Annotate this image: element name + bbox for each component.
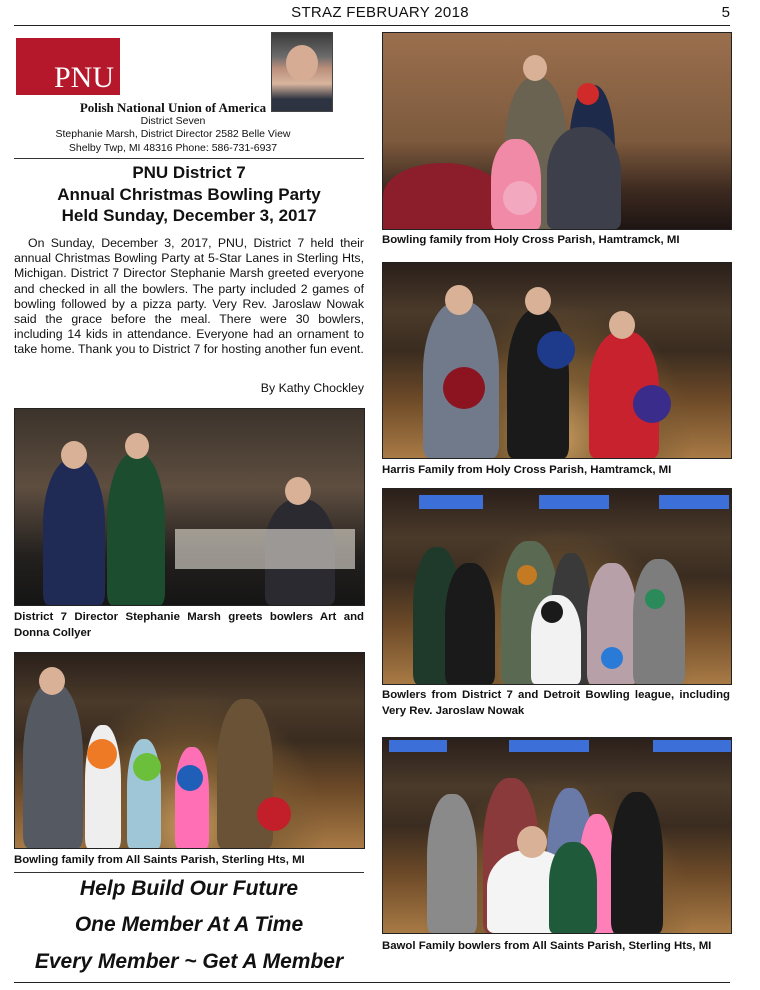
photo-person-head: [609, 311, 635, 339]
bowling-ball: [87, 739, 117, 769]
headline-line-1: PNU District 7: [132, 163, 246, 182]
org-district: District Seven: [140, 114, 206, 127]
photo-all-saints-family: [14, 652, 365, 849]
photo-person: [43, 459, 105, 605]
photo-director-greets: [14, 408, 365, 606]
header-rule: [14, 25, 730, 26]
photo-person-head: [39, 667, 65, 695]
org-address-line: Shelby Twp, MI 48316 Phone: 586-731-6937: [68, 141, 278, 154]
org-director-line: Stephanie Marsh, District Director 2582 Belle View: [55, 128, 291, 140]
photo-person-head: [125, 433, 149, 459]
slogan-line-2: One Member At A Time: [74, 913, 304, 936]
org-name: Polish National Union of America: [79, 100, 267, 115]
caption-harris-family: Harris Family from Holy Cross Parish, Hamtramck, MI: [382, 464, 672, 476]
lane-monitor: [509, 740, 589, 752]
caption-director-greets: District 7 Director Stephanie Marsh greets bowlers Art and Donna Collyer: [14, 611, 364, 639]
headline-line-2: Annual Christmas Bowling Party: [57, 184, 321, 204]
bowling-ball: [577, 83, 599, 105]
headline-line-3: Held Sunday, December 3, 2017: [61, 206, 317, 225]
photo-booth-seat: [383, 163, 503, 229]
lane-monitor: [389, 740, 447, 752]
bowling-ball: [177, 765, 203, 791]
photo-person: [23, 683, 83, 848]
org-info: [14, 101, 332, 155]
article-body: On Sunday, December 3, 2017, PNU, District 7 held their annual Christmas Bowling Party at 5-Star Lanes in Sterling Hts, Michigan. District 7 Director Stephanie Marsh greeted everyone and checked in all the bowlers. The party included 2 games of bowling followed by a pizza party. Very Rev. Jaroslaw Nowak said the grace before the meal. There were 30 bowlers, including 14 kids in attendance. Everyone had an ornament to take home. Thank you to District 7 for hosting another fun event.: [14, 236, 364, 357]
photo-bawol-family: [382, 737, 732, 934]
lane-monitor: [653, 740, 731, 752]
photo-person-head: [445, 285, 473, 315]
footer-rule: [14, 982, 730, 983]
photo-person: [547, 127, 621, 229]
slogan-divider: [14, 872, 364, 873]
photo-person: [175, 747, 209, 848]
photo-person-head: [285, 477, 311, 505]
photo-person: [633, 559, 685, 684]
bowling-ball: [443, 367, 485, 409]
bowling-ball: [133, 753, 161, 781]
lane-monitor: [419, 495, 483, 509]
photo-person-head: [523, 55, 547, 81]
bowling-ball: [645, 589, 665, 609]
slogan-line-1: Help Build Our Future: [79, 877, 299, 900]
caption-all-saints-family: Bowling family from All Saints Parish, Sterling Hts, MI: [14, 854, 305, 866]
pnu-logo: [16, 38, 120, 95]
logo-text: PNU: [53, 61, 114, 94]
photo-person-head: [61, 441, 87, 469]
bowling-ball: [537, 331, 575, 369]
publication-header: STRAZ FEBRUARY 2018: [291, 4, 469, 21]
photo-holy-cross-family: [382, 32, 732, 230]
caption-bawol-family: Bawol Family bowlers from All Saints Parish, Sterling Hts, MI: [382, 940, 712, 952]
photo-person: [427, 794, 477, 933]
photo-table: [175, 529, 355, 569]
bowling-ball: [517, 565, 537, 585]
photo-harris-family: [382, 262, 732, 459]
lane-monitor: [659, 495, 729, 509]
bowling-ball: [503, 181, 537, 215]
director-portrait-photo: [271, 32, 333, 112]
slogan-line-3: Every Member ~ Get A Member: [34, 950, 344, 973]
photo-person-head: [525, 287, 551, 315]
caption-holy-cross-family: Bowling family from Holy Cross Parish, Hamtramck, MI: [382, 234, 680, 246]
page-number: 5: [721, 4, 730, 21]
bowling-ball: [257, 797, 291, 831]
photo-person-head: [517, 826, 547, 858]
photo-person: [107, 453, 165, 605]
portrait-face: [286, 45, 318, 81]
photo-person: [549, 842, 597, 933]
photo-district-bowlers: [382, 488, 732, 685]
article-headline: [14, 162, 364, 227]
bowling-ball: [541, 601, 563, 623]
bowling-ball: [633, 385, 671, 423]
photo-person: [611, 792, 663, 933]
photo-person: [445, 563, 495, 684]
lane-monitor: [539, 495, 609, 509]
section-divider: [14, 158, 364, 159]
bowling-ball: [601, 647, 623, 669]
caption-district-bowlers: Bowlers from District 7 and Detroit Bowling league, including Very Rev. Jaroslaw Nowak: [382, 689, 730, 717]
article-byline: By Kathy Chockley: [260, 381, 364, 395]
